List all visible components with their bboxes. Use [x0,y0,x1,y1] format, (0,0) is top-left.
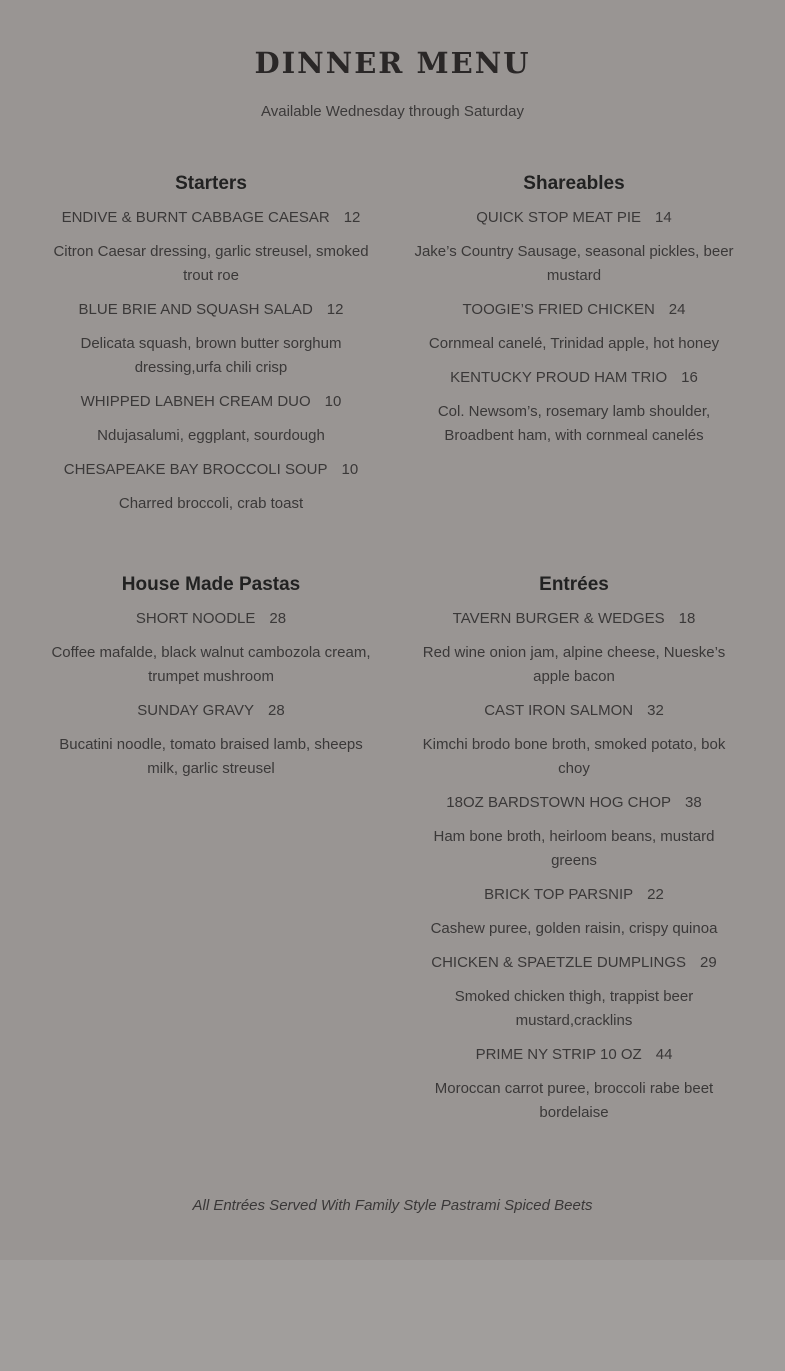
item-description: Citron Caesar dressing, garlic streusel, smoked trout roe [53,243,369,284]
item-price: 29 [700,954,717,971]
menu-item [410,951,738,1033]
item-description: Kimchi brodo bone broth, smoked potato, bok choy [422,736,726,777]
menu-item [410,607,738,689]
item-name: CHESAPEAKE BAY BROCCOLI SOUP [63,461,328,478]
item-price: 12 [343,209,361,226]
menu-item [410,298,738,356]
item-name: WHIPPED LABNEH CREAM DUO [80,393,311,410]
item-description: Moroccan carrot puree, broccoli rabe beet bordelaise [434,1080,714,1121]
item-price: 18 [678,610,696,627]
section-heading-starters: Starters [175,173,247,194]
item-price: 22 [647,886,664,903]
item-description: Cashew puree, golden raisin, crispy quinoa [430,920,718,937]
item-description: Bucatini noodle, tomato braised lamb, sheeps milk, garlic streusel [59,736,363,777]
menu-item [46,390,376,448]
menu-title: DINNER MENU [254,46,531,80]
item-name: SUNDAY GRAVY [137,702,254,719]
item-price: 44 [655,1046,673,1063]
item-price: 12 [326,301,344,318]
section-heading-entrees: Entrées [539,574,609,595]
item-price: 16 [681,369,698,386]
section-heading-pastas: House Made Pastas [121,574,301,595]
item-description: Cornmeal canelé, Trinidad apple, hot honey [428,335,720,352]
item-price: 32 [647,702,664,719]
item-description: Smoked chicken thigh, trappist beer mustard,cracklins [454,988,694,1029]
item-description: Col. Newsom’s, rosemary lamb shoulder, Broadbent ham, with cornmeal canelés [437,403,711,444]
item-name: BLUE BRIE AND SQUASH SALAD [78,301,313,318]
menu-item [410,699,738,781]
item-name: TAVERN BURGER & WEDGES [452,610,665,627]
item-name: CHICKEN & SPAETZLE DUMPLINGS [431,954,687,971]
menu-item [410,1043,738,1125]
menu-item [410,883,738,941]
menu-item [410,791,738,873]
item-name: BRICK TOP PARSNIP [484,886,634,903]
menu-item [46,206,376,288]
item-price: 14 [655,209,672,226]
item-price: 38 [685,794,702,811]
item-name: KENTUCKY PROUD HAM TRIO [450,369,668,386]
item-name: SHORT NOODLE [135,610,256,627]
item-name: TOOGIE’S FRIED CHICKEN [462,301,655,318]
section-heading-shareables: Shareables [523,173,625,194]
item-price: 28 [269,610,287,627]
item-price: 28 [268,702,285,719]
item-description: Jake’s Country Sausage, seasonal pickles, beer mustard [414,243,734,284]
item-name: 18OZ BARDSTOWN HOG CHOP [446,794,672,811]
item-name: QUICK STOP MEAT PIE [476,209,642,226]
menu-item [46,458,376,516]
shareables-section [410,172,738,458]
item-price: 10 [341,461,359,478]
item-description: Red wine onion jam, alpine cheese, Nueske’s apple bacon [422,644,726,685]
item-price: 10 [324,393,342,410]
menu-item [46,699,376,781]
pastas-section [46,573,376,791]
item-name: ENDIVE & BURNT CABBAGE CAESAR [61,209,330,226]
menu-item [46,607,376,689]
item-price: 24 [668,301,686,318]
footer-note: All Entrées Served With Family Style Pastrami Spiced Beets [192,1197,593,1214]
entrees-section [410,573,738,1135]
item-description: Ndujasalumi, eggplant, sourdough [97,427,325,444]
menu-item [46,298,376,380]
menu-subtitle: Available Wednesday through Saturday [261,103,524,120]
menu-item [410,206,738,288]
item-description: Coffee mafalde, black walnut cambozola cream, trumpet mushroom [51,644,371,685]
item-description: Delicata squash, brown butter sorghum dressing,urfa chili crisp [80,335,342,376]
menu-item [410,366,738,448]
item-description: Charred broccoli, crab toast [118,495,304,512]
item-name: PRIME NY STRIP 10 OZ [475,1046,642,1063]
starters-section [46,172,376,526]
item-description: Ham bone broth, heirloom beans, mustard greens [433,828,715,869]
item-name: CAST IRON SALMON [484,702,634,719]
